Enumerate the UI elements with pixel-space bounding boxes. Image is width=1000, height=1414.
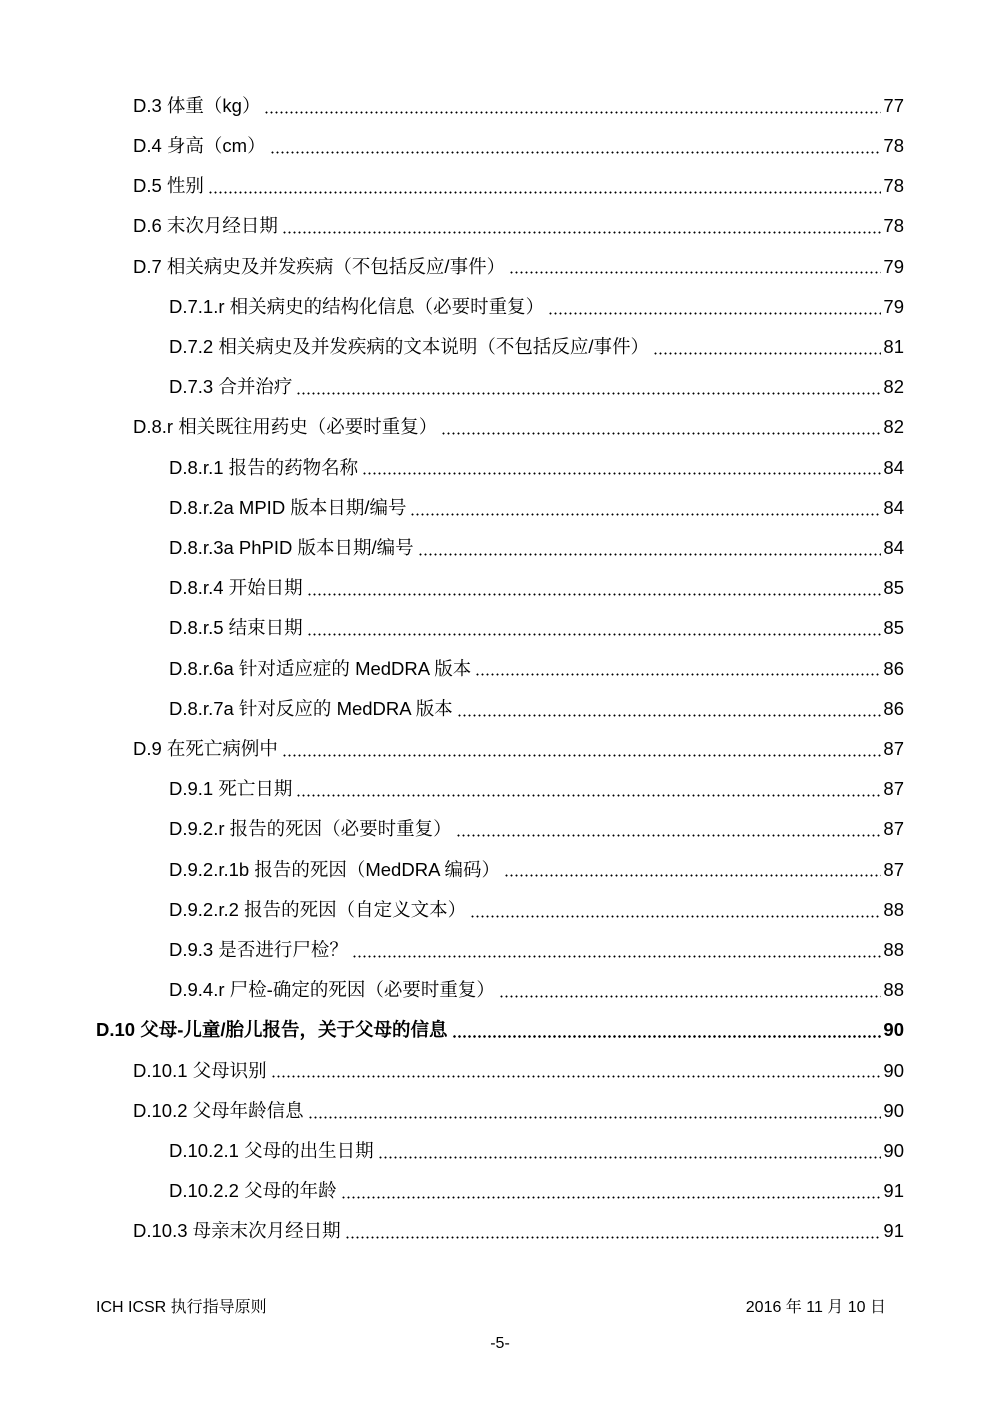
toc-entry[interactable] <box>169 890 904 930</box>
toc-entry-page: 90 <box>883 1099 904 1121</box>
toc-entry[interactable] <box>133 166 904 206</box>
toc-entry-page: 78 <box>883 134 904 156</box>
toc-entry[interactable] <box>169 649 904 689</box>
toc-entry[interactable] <box>169 930 904 970</box>
toc-entry-label: D.8.r.3a PhPID 版本日期/编号 <box>169 536 414 558</box>
toc-entry-label: D.7.2 相关病史及并发疾病的文本说明（不包括反应/事件） <box>169 335 649 357</box>
dot-leader <box>470 915 881 918</box>
toc-entry-label: D.9.2.r.1b 报告的死因（MedDRA 编码） <box>169 858 501 880</box>
toc-entry-label: D.10.3 母亲末次月经日期 <box>133 1220 341 1242</box>
toc-entry-label: D.10.2 父母年龄信息 <box>133 1099 304 1121</box>
toc-entry-page: 79 <box>883 255 904 277</box>
toc-entry[interactable] <box>169 970 904 1010</box>
toc-entry-label: D.9.4.r 尸检-确定的死因（必要时重复） <box>169 979 495 1001</box>
page-number: -5- <box>490 1335 510 1352</box>
dot-leader <box>457 714 882 717</box>
dot-leader <box>441 432 881 435</box>
toc-entry-page: 82 <box>883 376 904 398</box>
dot-leader <box>352 955 882 958</box>
dot-leader <box>548 312 881 315</box>
toc-entry-page: 78 <box>883 175 904 197</box>
toc-entry-label: D.7.1.r 相关病史的结构化信息（必要时重复） <box>169 295 545 317</box>
toc-entry-page: 88 <box>883 938 904 960</box>
toc-entry[interactable] <box>133 247 904 287</box>
toc-entry-page: 88 <box>883 898 904 920</box>
toc-entry-page: 87 <box>883 818 904 840</box>
toc-entry-label: D.8.r 相关既往用药史（必要时重复） <box>133 416 438 438</box>
toc-entry[interactable] <box>133 1212 904 1252</box>
toc-entry[interactable] <box>169 1131 904 1171</box>
toc-entry-label: D.9.2.r 报告的死因（必要时重复） <box>169 818 452 840</box>
toc-entry-label: D.8.r.7a 针对反应的 MedDRA 版本 <box>169 697 453 719</box>
dot-leader <box>509 271 881 274</box>
dot-leader <box>307 593 882 596</box>
toc-entry-page: 77 <box>883 94 904 116</box>
toc-entry-label: D.10.2.2 父母的年龄 <box>169 1180 337 1202</box>
dot-leader <box>362 472 881 475</box>
toc-entry-page: 91 <box>883 1180 904 1202</box>
toc-entry[interactable] <box>169 488 904 528</box>
toc-entry[interactable] <box>169 287 904 327</box>
footer-document-title: ICH ICSR 执行指导原则 <box>96 1299 267 1316</box>
toc-entry-page: 87 <box>883 737 904 759</box>
toc-entry-label: D.6 末次月经日期 <box>133 215 278 237</box>
toc-entry[interactable] <box>169 568 904 608</box>
toc-entry-page: 90 <box>883 1139 904 1161</box>
toc-entry[interactable] <box>169 327 904 367</box>
toc-entry-page: 84 <box>883 456 904 478</box>
dot-leader <box>270 151 882 154</box>
toc-entry[interactable] <box>133 1091 904 1131</box>
dot-leader <box>341 1196 882 1199</box>
dot-leader <box>264 111 881 114</box>
toc-entry-page: 84 <box>883 536 904 558</box>
dot-leader <box>296 392 881 395</box>
toc-entry[interactable] <box>133 126 904 166</box>
toc-entry-label: D.9.3 是否进行尸检？ <box>169 938 348 960</box>
toc-entry[interactable] <box>133 86 904 126</box>
toc-entry-label: D.10 父母-儿童/胎儿报告，关于父母的信息 <box>96 1019 448 1041</box>
footer-date: 2016 年 11 月 10 日 <box>745 1299 886 1316</box>
toc-entry-label: D.10.1 父母识别 <box>133 1059 267 1081</box>
toc-entry-label: D.7 相关病史及并发疾病（不包括反应/事件） <box>133 255 506 277</box>
toc-entry[interactable] <box>169 850 904 890</box>
toc-entry-label: D.8.r.1 报告的药物名称 <box>169 456 359 478</box>
toc-entry[interactable] <box>169 609 904 649</box>
toc-entry-page: 86 <box>883 697 904 719</box>
toc-entry-page: 78 <box>883 215 904 237</box>
toc-entry-page: 82 <box>883 416 904 438</box>
toc-entry-label: D.4 身高（cm） <box>133 134 266 156</box>
toc-entry[interactable] <box>169 367 904 407</box>
toc-entry[interactable] <box>133 207 904 247</box>
dot-leader <box>308 1116 882 1119</box>
toc-entry-label: D.10.2.1 父母的出生日期 <box>169 1139 374 1161</box>
toc-entry[interactable] <box>169 1171 904 1211</box>
toc-entry-page: 79 <box>883 295 904 317</box>
toc-entry-label: D.7.3 合并治疗 <box>169 376 293 398</box>
dot-leader <box>208 191 881 194</box>
toc-entry-label: D.8.r.2a MPID 版本日期/编号 <box>169 496 407 518</box>
toc-entry[interactable] <box>169 528 904 568</box>
dot-leader <box>282 754 881 757</box>
dot-leader <box>418 553 882 556</box>
dot-leader <box>456 834 882 837</box>
dot-leader <box>475 673 881 676</box>
dot-leader <box>271 1075 882 1078</box>
toc-entry-page: 85 <box>883 577 904 599</box>
dot-leader <box>499 995 882 998</box>
toc-entry-page: 88 <box>883 979 904 1001</box>
dot-leader <box>378 1156 882 1159</box>
toc-entry-page: 81 <box>883 335 904 357</box>
toc-entry-page: 87 <box>883 778 904 800</box>
dot-leader <box>307 633 882 636</box>
dot-leader <box>345 1236 882 1239</box>
toc-entry[interactable] <box>133 408 904 448</box>
toc-entry[interactable] <box>169 448 904 488</box>
toc-entry-page: 90 <box>883 1019 904 1041</box>
toc-entry-page: 84 <box>883 496 904 518</box>
toc-entry-page: 90 <box>883 1059 904 1081</box>
toc-entry-label: D.8.r.5 结束日期 <box>169 617 303 639</box>
toc-entry-page: 87 <box>883 858 904 880</box>
toc-entry-page: 91 <box>883 1220 904 1242</box>
toc-entry-section[interactable] <box>96 1011 904 1051</box>
dot-leader <box>452 1035 882 1038</box>
toc-entry-label: D.3 体重（kg） <box>133 94 261 116</box>
dot-leader <box>504 874 881 877</box>
toc-entry[interactable] <box>169 769 904 809</box>
toc-entry-label: D.9 在死亡病例中 <box>133 737 278 759</box>
dot-leader <box>296 794 881 797</box>
toc-entry-label: D.5 性别 <box>133 175 204 197</box>
toc-entry-label: D.8.r.4 开始日期 <box>169 577 303 599</box>
toc-entry-label: D.9.2.r.2 报告的死因（自定义文本） <box>169 898 467 920</box>
toc-entry-label: D.8.r.6a 针对适应症的 MedDRA 版本 <box>169 657 472 679</box>
toc-entry-page: 85 <box>883 617 904 639</box>
dot-leader <box>653 352 881 355</box>
toc-entry[interactable] <box>133 1051 904 1091</box>
toc-entry-page: 86 <box>883 657 904 679</box>
toc-entry[interactable] <box>133 729 904 769</box>
toc-entry[interactable] <box>169 689 904 729</box>
toc-entry-label: D.9.1 死亡日期 <box>169 778 293 800</box>
dot-leader <box>410 513 881 516</box>
toc-entry[interactable] <box>169 810 904 850</box>
dot-leader <box>282 231 881 234</box>
